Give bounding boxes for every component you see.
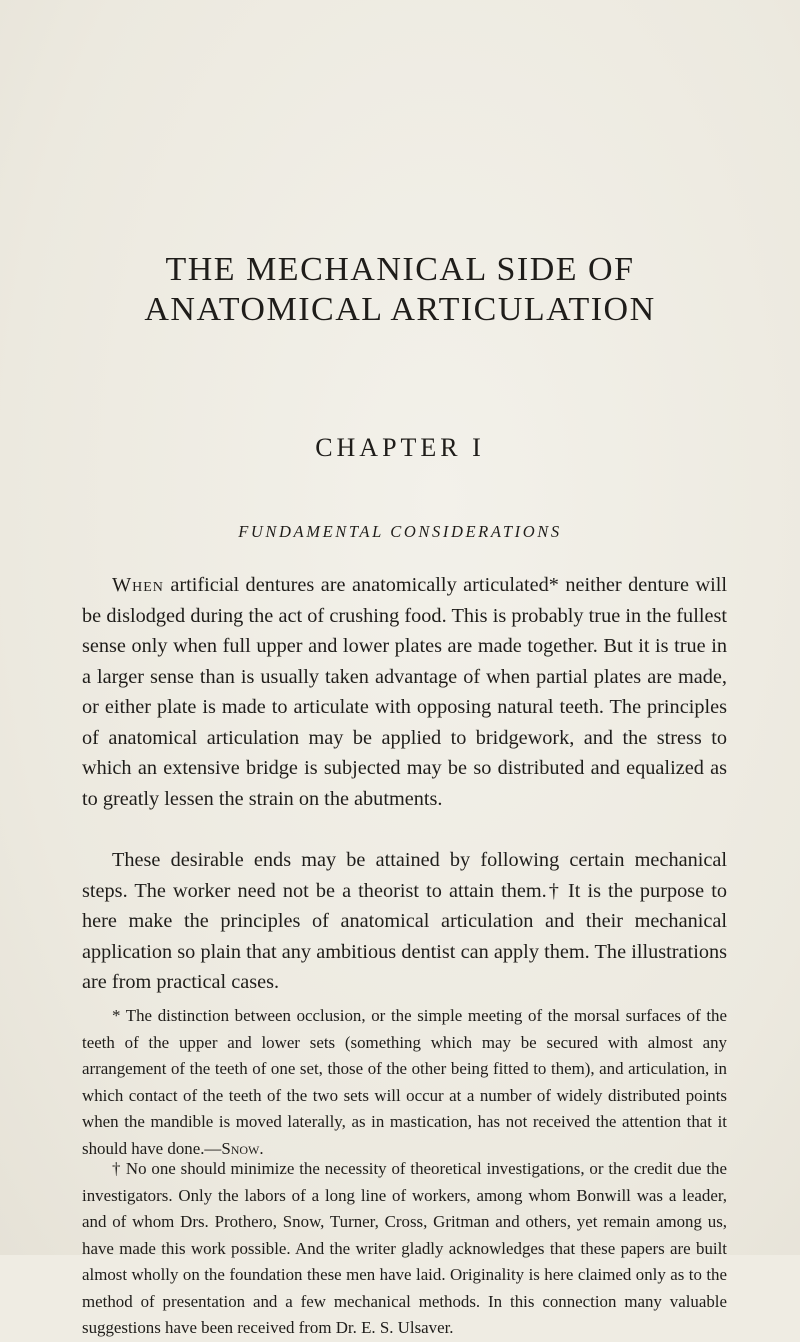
chapter-title: FUNDAMENTAL CONSIDERATIONS <box>238 522 562 541</box>
footnote-1-author: Snow. <box>221 1138 264 1158</box>
footnote-2 <box>82 1156 727 1342</box>
footnote-1-text <box>82 1003 727 1162</box>
paragraph-1-rest: artificial dentures are anatomically articulated* neither denture will be dislodged during the act of crushing food. This is probably true in the fullest sense only when full upper and lower plates are made together. But it is true in a larger sense than is usually taken advantage of when partial plates are made, or either plate is made to articulate with opposing natural teeth. The principles of anatomical articulation may be applied to bridgework, and the stress to which an extensive bridge is subjected may be so distributed and equalized as to greatly lessen the strain on the abutments. <box>82 574 727 810</box>
paragraph-2-text: These desirable ends may be attained by following certain mechanical steps. The worker need not be a theorist to attain them.† It is the purpose to here make the principles of anatomical articulation and their mechanical application so plain that any ambitious dentist can apply them. The illustrations are from practical cases. <box>82 849 727 993</box>
book-title-line-1: THE MECHANICAL SIDE OF <box>165 251 635 288</box>
footnote-1-body: * The distinction between occlusion, or the simple meeting of the morsal surfaces of the teeth of the upper and lower sets (something which may be secured with almost any arrangement of the teeth of one set, those of the other being fitted to them), and articulation, in which contact of the teeth of the two sets will occur at a number of widely distributed points when the mandible is moved laterally, as in mastication, has not received the attention that it should have done.— <box>82 1006 727 1158</box>
chapter-heading: CHAPTER I <box>315 433 485 462</box>
body-paragraph-1 <box>82 570 727 814</box>
footnote-1 <box>82 1003 727 1162</box>
book-title-line-2: ANATOMICAL ARTICULATION <box>144 291 656 328</box>
footnote-2-text: † No one should minimize the necessity of theoretical investigations, or the credit due the investigators. Only the labors of a long line of workers, among whom Bonwill was a leader, and of whom Drs. Prothero, Snow, Turner, Cross, Gritman and others, yet remain among us, have made this work possible. And the writer gladly acknowledges that these papers are built almost wholly on the foundation these men have laid. Originality is here claimed only as to the method of presentation and a few mechanical methods. In this connection many valuable suggestions have been received from Dr. E. S. Ulsaver. <box>82 1159 727 1337</box>
paragraph-1-text <box>82 570 727 814</box>
paragraph-1-first-word: When <box>112 574 164 596</box>
body-paragraph-2 <box>82 845 727 998</box>
